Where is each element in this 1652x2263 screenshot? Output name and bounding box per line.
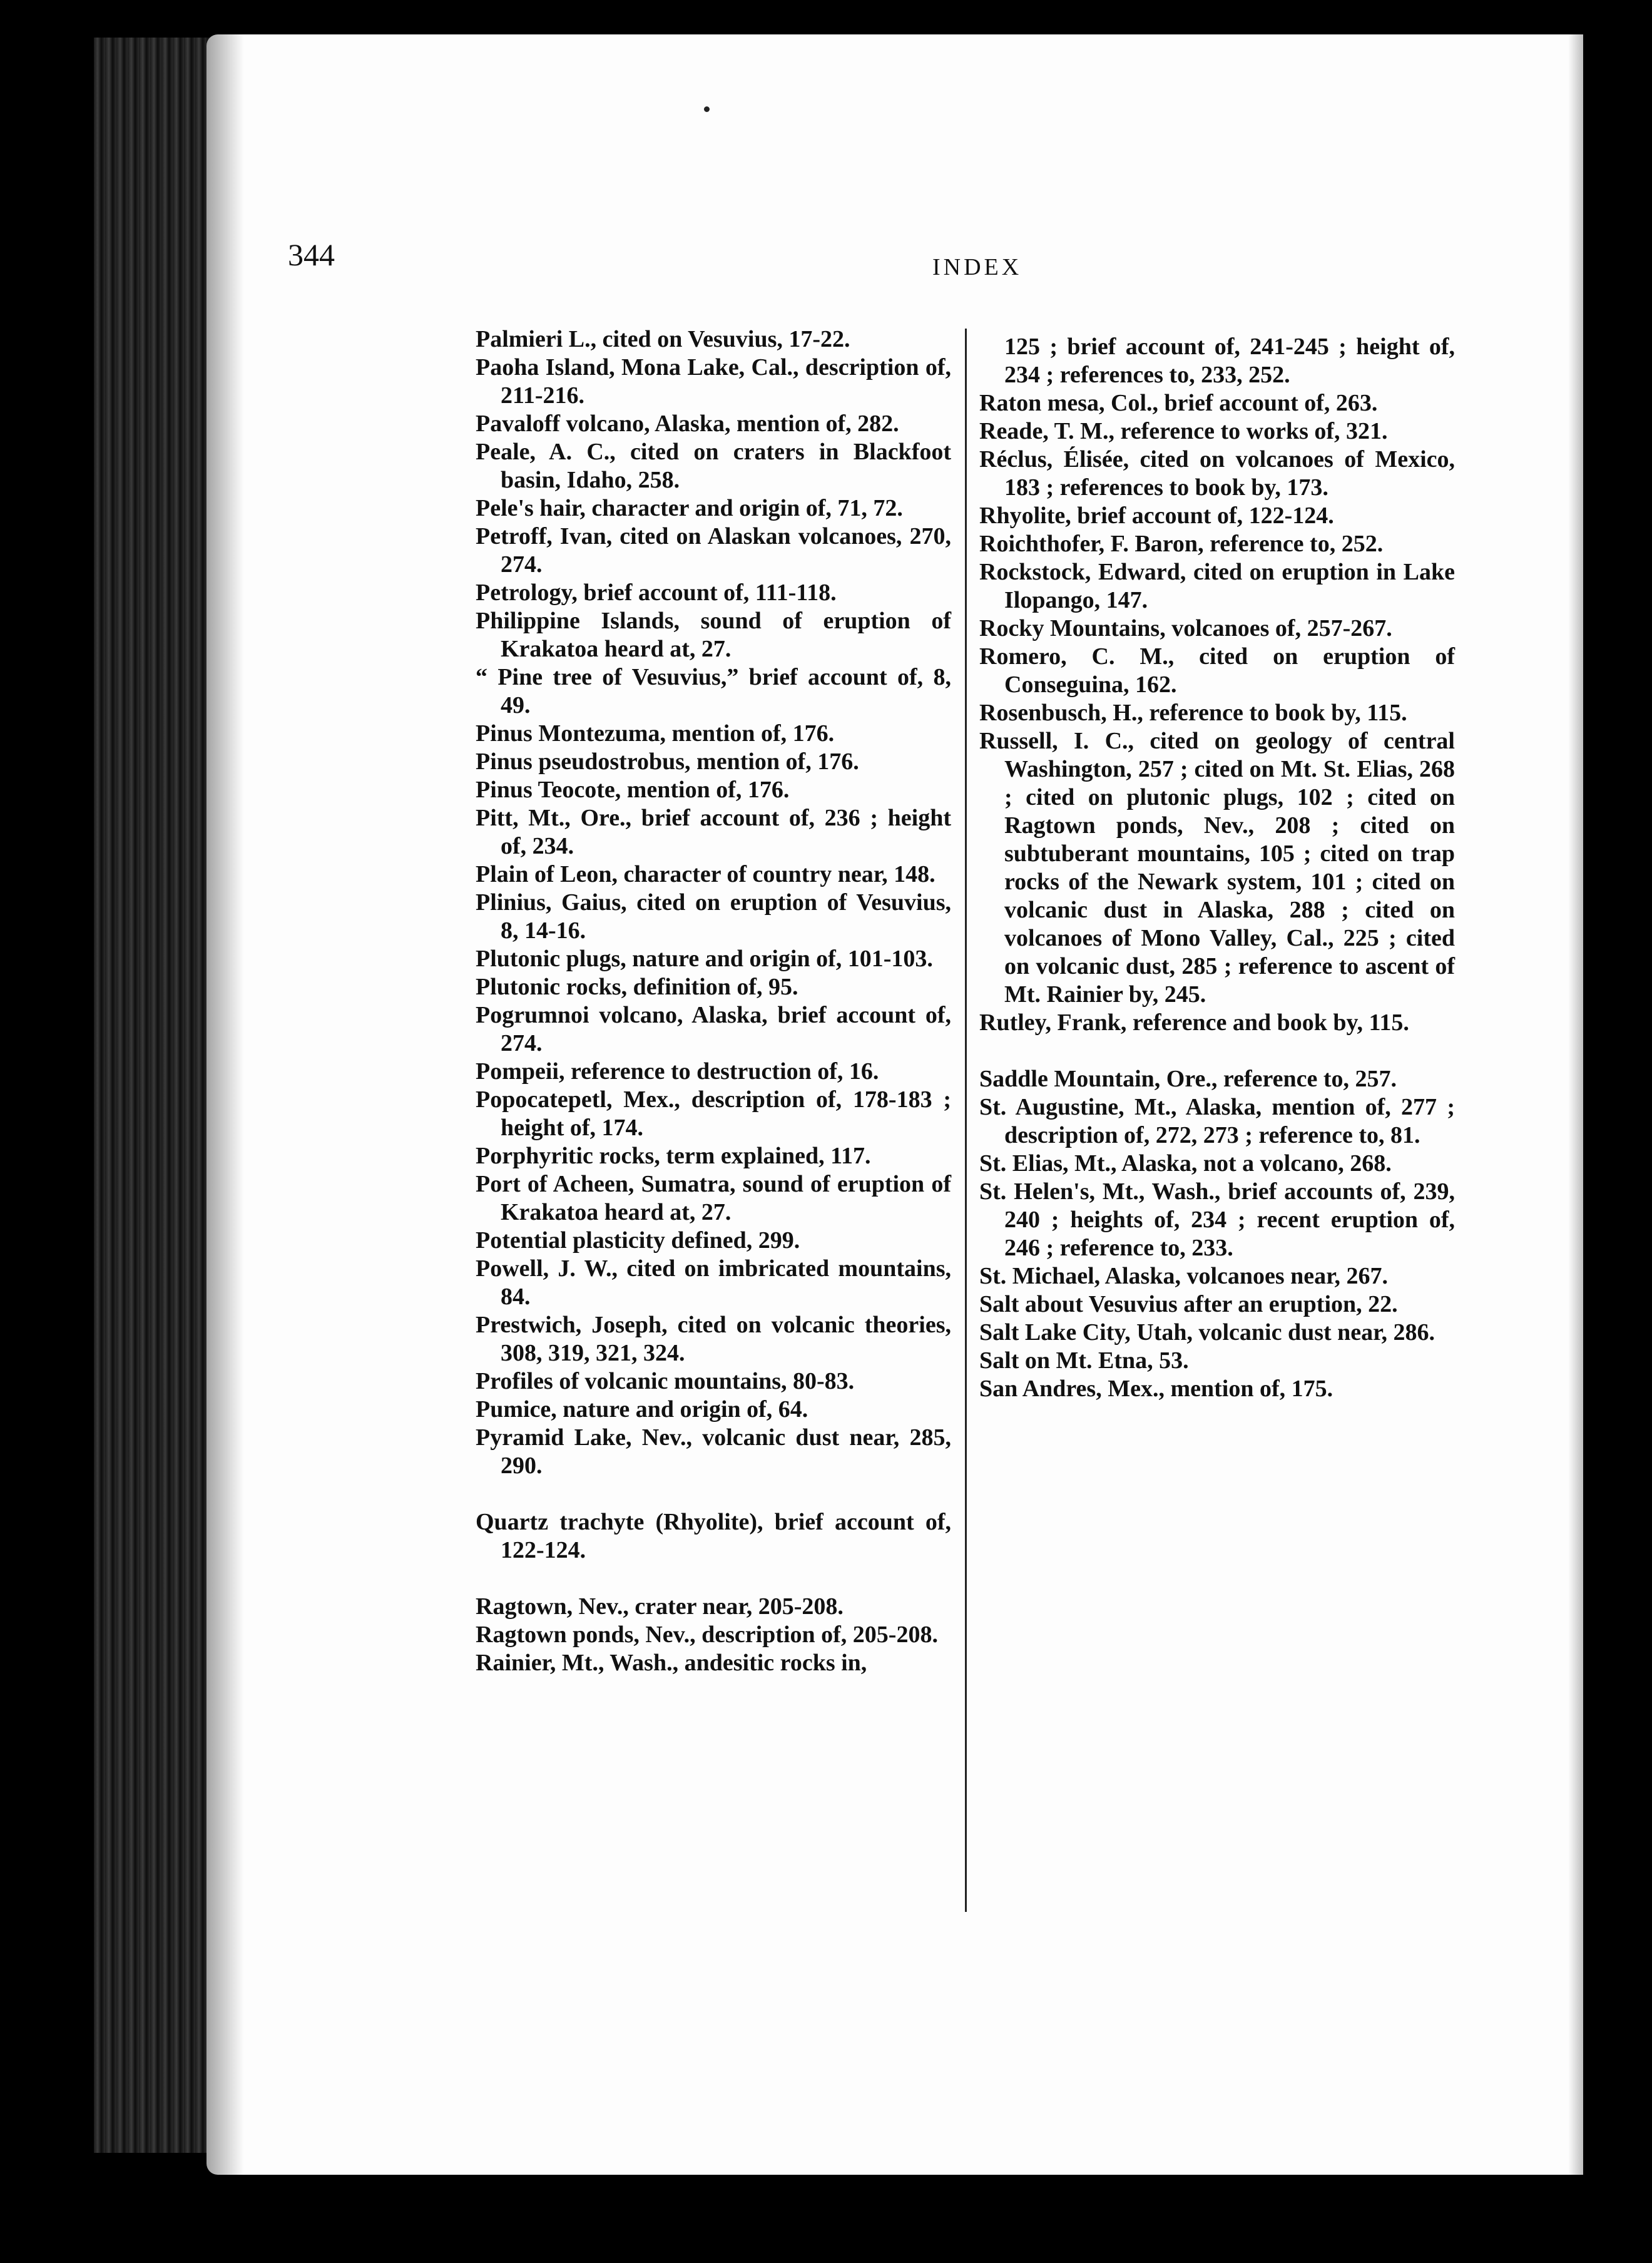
index-entry: Ragtown, Nev., crater near, 205-208.	[476, 1593, 844, 1620]
index-entry: Réclus, Élisée, cited on volcanoes of Mexico, 183 ; references to book by, 173.	[979, 446, 1455, 501]
index-entry: Plain of Leon, character of country near, 148.	[476, 861, 936, 887]
index-entry: Rutley, Frank, reference and book by, 115.	[979, 1009, 1409, 1036]
index-entry: Rainier, Mt., Wash., andesitic rocks in,	[476, 1650, 867, 1676]
index-entry: Quartz trachyte (Rhyolite), brief account of, 122-124.	[476, 1509, 951, 1563]
index-entry: Petroff, Ivan, cited on Alaskan volcanoes, 270, 274.	[476, 523, 951, 578]
index-entry: St. Elias, Mt., Alaska, not a volcano, 268.	[979, 1150, 1392, 1177]
index-entry: Potential plasticity defined, 299.	[476, 1227, 800, 1254]
index-entry: San Andres, Mex., mention of, 175.	[979, 1376, 1333, 1402]
index-entry: Porphyritic rocks, term explained, 117.	[476, 1143, 871, 1169]
index-entry: Raton mesa, Col., brief account of, 263.	[979, 390, 1378, 416]
index-entry: Pele's hair, character and origin of, 71, 72.	[476, 495, 903, 521]
index-entry: Pinus Montezuma, mention of, 176.	[476, 720, 835, 747]
index-entry: Pyramid Lake, Nev., volcanic dust near, 285, 290.	[476, 1424, 951, 1479]
index-entry: Pavaloff volcano, Alaska, mention of, 282.	[476, 411, 899, 437]
index-entry: Rosenbusch, H., reference to book by, 115.	[979, 700, 1407, 726]
index-entry: Plutonic plugs, nature and origin of, 101-103.	[476, 946, 933, 972]
index-entry: Pumice, nature and origin of, 64.	[476, 1396, 808, 1423]
index-entry: Salt on Mt. Etna, 53.	[979, 1347, 1189, 1374]
index-entry: Paoha Island, Mona Lake, Cal., description of, 211-216.	[476, 354, 951, 409]
index-entry: Powell, J. W., cited on imbricated mountains, 84.	[476, 1255, 951, 1310]
index-entry: Popocatepetl, Mex., description of, 178-183 ; height of, 174.	[476, 1086, 951, 1141]
index-entry: Russell, I. C., cited on geology of central Washington, 257 ; cited on Mt. St. Elias, 268 ; cited on plutonic plugs, 102 ; cited on Ragtown ponds, Nev., 208 ; cited on subtuberant mountains, 105 ; cited on trap rocks of the Newark system, 101 ; cited on volcanic dust in Alaska, 288 ; cited on volcanoes of Mono Valley, Cal., 225 ; cited on volcanic dust, 285 ; reference to ascent of Mt. Rainier by, 245.	[979, 728, 1455, 1008]
index-column-right	[979, 333, 1455, 1403]
index-entry: Pinus Teocote, mention of, 176.	[476, 777, 790, 803]
page-number: 344	[288, 237, 335, 272]
index-entry: Pompeii, reference to destruction of, 16.	[476, 1058, 879, 1085]
index-entry: Profiles of volcanic mountains, 80-83.	[476, 1368, 855, 1394]
index-entry: Petrology, brief account of, 111-118.	[476, 580, 837, 606]
index-entry: Salt Lake City, Utah, volcanic dust near, 286.	[979, 1319, 1435, 1346]
index-entry: Port of Acheen, Sumatra, sound of eruption of Krakatoa heard at, 27.	[476, 1171, 951, 1225]
index-entry: Romero, C. M., cited on eruption of Conseguina, 162.	[979, 643, 1455, 698]
index-entry: Rhyolite, brief account of, 122-124.	[979, 503, 1334, 529]
index-entry: 125 ; brief account of, 241-245 ; height of, 234 ; references to, 233, 252.	[1004, 334, 1455, 388]
index-entry: Plutonic rocks, definition of, 95.	[476, 974, 798, 1000]
index-entry: Reade, T. M., reference to works of, 321.	[979, 418, 1388, 444]
index-entry: Pogrumnoi volcano, Alaska, brief account of, 274.	[476, 1002, 951, 1056]
index-entry: Pitt, Mt., Ore., brief account of, 236 ; height of, 234.	[476, 805, 951, 859]
index-entry: Philippine Islands, sound of eruption of Krakatoa heard at, 27.	[476, 608, 951, 662]
index-entry: Ragtown ponds, Nev., description of, 205-208.	[476, 1622, 938, 1648]
index-entry: St. Michael, Alaska, volcanoes near, 267.	[979, 1263, 1389, 1289]
page-edge-shadow	[1568, 34, 1583, 2175]
running-head: INDEX	[932, 254, 1022, 280]
index-entry: Roichthofer, F. Baron, reference to, 252.	[979, 531, 1384, 557]
index-entry: Rocky Mountains, volcanoes of, 257-267.	[979, 615, 1392, 641]
index-entry: Prestwich, Joseph, cited on volcanic theories, 308, 319, 321, 324.	[476, 1312, 951, 1366]
index-entry: Saddle Mountain, Ore., reference to, 257.	[979, 1066, 1397, 1092]
column-divider	[965, 329, 967, 1912]
index-entry: St. Augustine, Mt., Alaska, mention of, 277 ; description of, 272, 273 ; reference to, 81.	[979, 1094, 1455, 1148]
index-entry: Pinus pseudostrobus, mention of, 176.	[476, 748, 859, 775]
ink-speck	[704, 106, 710, 112]
page-fold-shadow	[206, 34, 244, 2175]
index-entry: St. Helen's, Mt., Wash., brief accounts of, 239, 240 ; heights of, 234 ; recent eruption of, 246 ; reference to, 233.	[979, 1178, 1455, 1261]
index-entry: “ Pine tree of Vesuvius,” brief account of, 8, 49.	[476, 664, 951, 718]
index-entry: Plinius, Gaius, cited on eruption of Vesuvius, 8, 14-16.	[476, 889, 951, 944]
index-column-left	[476, 325, 951, 1677]
index-entry: Peale, A. C., cited on craters in Blackfoot basin, Idaho, 258.	[476, 439, 951, 493]
index-entry: Palmieri L., cited on Vesuvius, 17-22.	[476, 326, 850, 352]
index-entry: Salt about Vesuvius after an eruption, 22.	[979, 1291, 1398, 1317]
index-entry: Rockstock, Edward, cited on eruption in Lake Ilopango, 147.	[979, 559, 1455, 613]
